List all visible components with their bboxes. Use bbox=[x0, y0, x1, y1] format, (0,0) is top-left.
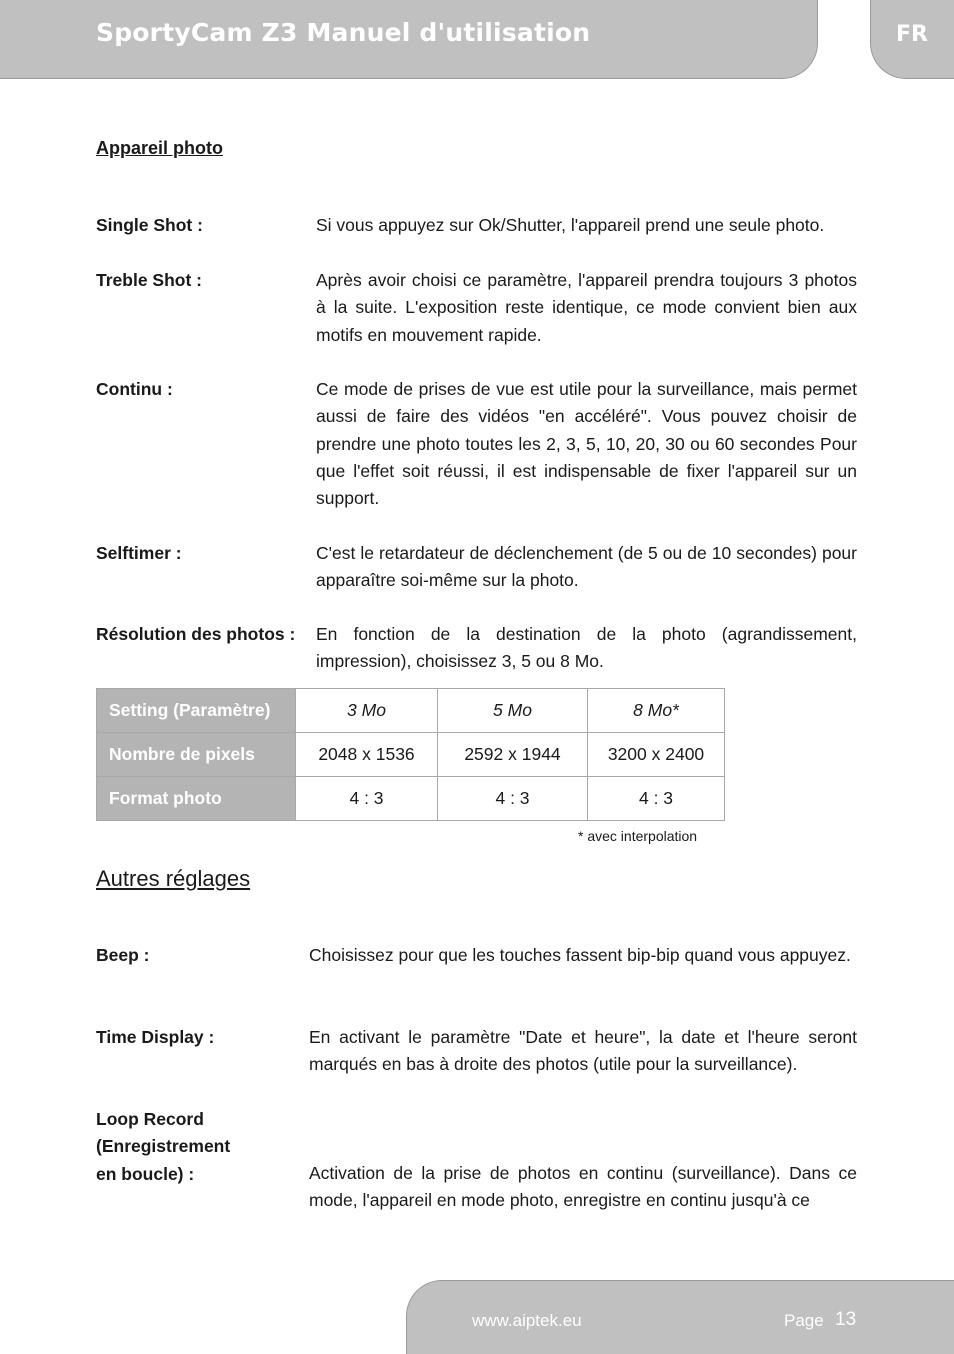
resolution-table bbox=[96, 688, 725, 821]
footer-bar bbox=[406, 1280, 954, 1354]
term-treble-shot: Treble Shot : bbox=[96, 270, 202, 290]
table-row bbox=[97, 689, 725, 733]
desc-loop-record: Activation de la prise de photos en continu (surveillance). Dans ce mode, l'appareil en mode photo, enregistre en continu jusqu'à ce bbox=[309, 1163, 857, 1211]
desc-beep: Choisissez pour que les touches fassent bip-bip quand vous appuyez. bbox=[309, 945, 851, 965]
footer-page-label: Page bbox=[784, 1311, 824, 1330]
table-row-label: Nombre de pixels bbox=[97, 733, 296, 777]
term-continu: Continu : bbox=[96, 379, 173, 399]
term-line: en boucle) : bbox=[96, 1163, 195, 1184]
term-loop-record bbox=[96, 1106, 230, 1188]
term-selftimer: Selftimer : bbox=[96, 543, 182, 563]
term-line: Loop Record bbox=[96, 1109, 204, 1129]
table-row bbox=[97, 733, 725, 777]
language-tab bbox=[870, 0, 954, 79]
table-cell: 2048 x 1536 bbox=[296, 733, 438, 777]
table-cell: 3 Mo bbox=[296, 689, 438, 733]
table-cell: 8 Mo* bbox=[588, 689, 725, 733]
table-cell: 4 : 3 bbox=[438, 777, 588, 821]
term-time-display: Time Display : bbox=[96, 1027, 215, 1047]
desc-treble-shot: Après avoir choisi ce paramètre, l'appareil prendra toujours 3 photos à la suite. L'exposition reste identique, ce mode convient bien aux motifs en mouvement rapide. bbox=[316, 270, 857, 345]
section-heading-camera: Appareil photo bbox=[96, 138, 223, 158]
language-code: FR bbox=[896, 22, 928, 47]
table-cell: 5 Mo bbox=[438, 689, 588, 733]
table-row-label: Format photo bbox=[97, 777, 296, 821]
document-title: SportyCam Z3 Manuel d'utilisation bbox=[96, 18, 591, 47]
footer-url: www.aiptek.eu bbox=[472, 1311, 582, 1330]
table-cell: 4 : 3 bbox=[588, 777, 725, 821]
table-cell: 4 : 3 bbox=[296, 777, 438, 821]
section-heading-other: Autres réglages bbox=[96, 866, 251, 891]
term-single-shot: Single Shot : bbox=[96, 215, 203, 235]
page-number: 13 bbox=[835, 1309, 857, 1330]
header-bar bbox=[0, 0, 818, 79]
term-line: (Enregistrement bbox=[96, 1136, 231, 1157]
table-row bbox=[97, 777, 725, 821]
desc-single-shot: Si vous appuyez sur Ok/Shutter, l'appareil prend une seule photo. bbox=[316, 215, 825, 235]
term-beep: Beep : bbox=[96, 945, 150, 965]
table-row-label: Setting (Paramètre) bbox=[97, 689, 296, 733]
desc-resolution: En fonction de la destination de la photo (agrandissement, impression), choisissez 3, 5 ou 8 Mo. bbox=[316, 624, 857, 672]
table-cell: 2592 x 1944 bbox=[438, 733, 588, 777]
table-cell: 3200 x 2400 bbox=[588, 733, 725, 777]
term-resolution: Résolution des photos : bbox=[96, 624, 296, 644]
desc-continu: Ce mode de prises de vue est utile pour la surveillance, mais permet aussi de faire des vidéos "en accéléré". Vous pouvez choisir de prendre une photo toutes les 2, 3, 5, 10, 20, 30 ou 60 secondes Pour que l'effet soit réussi, il est indispensable de fixer l'appareil sur un support. bbox=[316, 379, 857, 509]
desc-selftimer: C'est le retardateur de déclenchement (de 5 ou de 10 secondes) pour apparaître soi-même sur la photo. bbox=[316, 543, 857, 591]
table-footnote: * avec interpolation bbox=[578, 828, 698, 844]
desc-time-display: En activant le paramètre "Date et heure", la date et l'heure seront marqués en bas à droite des photos (utile pour la surveillance). bbox=[309, 1027, 857, 1075]
